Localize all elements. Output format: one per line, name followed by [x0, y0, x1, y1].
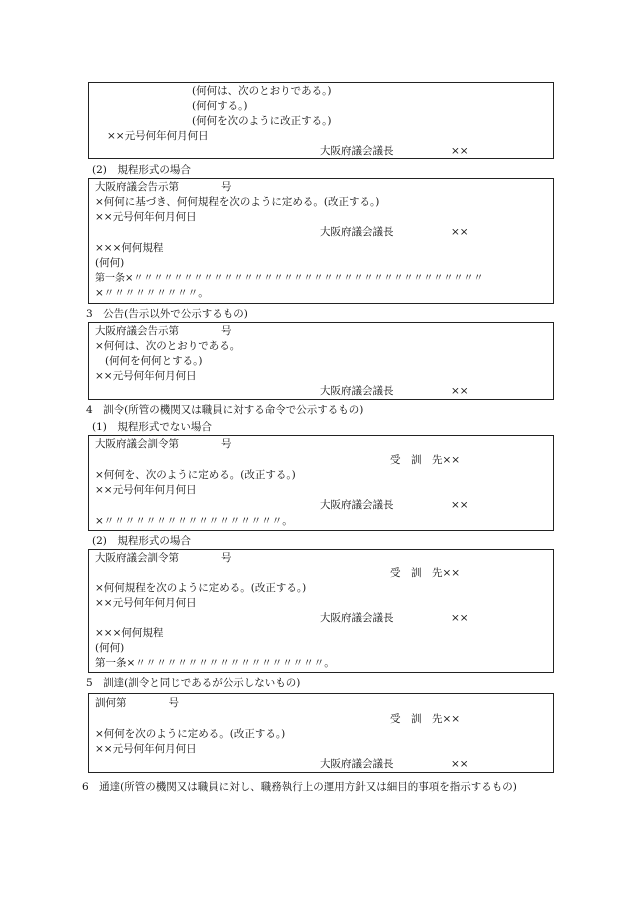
public-notice-box	[88, 322, 554, 400]
box5-signer: 大阪府議会議長	[320, 758, 394, 770]
box0-line1: (何何は、次のとおりである。)	[192, 85, 332, 97]
box5-recipient: 受 訓 先××	[390, 713, 461, 725]
box4-recipient: 受 訓 先××	[390, 567, 461, 579]
box0-xx: ××	[451, 145, 469, 157]
box3-xx: ××	[451, 499, 469, 511]
box2-signer: 大阪府議会議長	[320, 385, 394, 397]
example-box-top	[88, 82, 554, 159]
box2-line2: (何何を何何とする。)	[105, 355, 203, 367]
box4-paren: (何何)	[95, 642, 125, 654]
box0-signer: 大阪府議会議長	[320, 145, 394, 157]
box4-xx: ××	[451, 612, 469, 624]
box2-xx: ××	[451, 385, 469, 397]
box5-title: 訓何第 号	[95, 697, 179, 709]
heading-6-circular: 6 通達(所管の機関又は職員に対し、職務執行上の運用方針又は細目的事項を指示するもの)	[82, 781, 517, 793]
box4-signer: 大阪府議会議長	[320, 612, 394, 624]
instruction-box-2	[88, 549, 554, 673]
box4-title: 大阪府議会訓令第 号	[95, 552, 232, 564]
box3-date: ××元号何年何月何日	[95, 484, 197, 496]
heading-4-1-non-regulation: (1) 規程形式でない場合	[92, 421, 212, 433]
box1-date: ××元号何年何月何日	[95, 211, 197, 223]
box4-reg-title: ×××何何規程	[95, 627, 164, 639]
box1-paren: (何何)	[95, 257, 125, 269]
instruction-box-1	[88, 435, 554, 531]
box0-line2: (何何する。)	[192, 100, 248, 112]
heading-4-2-regulation: (2) 規程形式の場合	[92, 535, 191, 547]
box0-line3: (何何を次のように改正する。)	[192, 115, 332, 127]
box5-date: ××元号何年何月何日	[95, 743, 197, 755]
box1-reg-title: ×××何何規程	[95, 242, 164, 254]
box2-title: 大阪府議会告示第 号	[95, 325, 232, 337]
box5-line1: ×何何を次のように定める。(改正する。)	[95, 728, 286, 740]
heading-2-regulation: (2) 規程形式の場合	[92, 164, 191, 176]
heading-4-instruction: 4 訓令(所管の機関又は職員に対する命令で公示するもの)	[86, 404, 364, 416]
box2-date: ××元号何年何月何日	[95, 370, 197, 382]
box2-line1: ×何何は、次のとおりである。	[95, 340, 241, 352]
heading-3-public-notice: 3 公告(告示以外で公示するもの)	[86, 308, 248, 320]
box1-line1: ×何何に基づき、何何規程を次のように定める。(改正する。)	[95, 196, 380, 208]
box3-recipient: 受 訓 先××	[390, 454, 461, 466]
box3-title: 大阪府議会訓令第 号	[95, 438, 232, 450]
box1-xx: ××	[451, 226, 469, 238]
box4-date: ××元号何年何月何日	[95, 597, 197, 609]
box1-article-1-cont: ×〃〃〃〃〃〃〃〃〃。	[95, 287, 209, 299]
box1-title: 大阪府議会告示第 号	[95, 181, 232, 193]
box4-article-1: 第一条×〃〃〃〃〃〃〃〃〃〃〃〃〃〃〃〃〃〃。	[95, 657, 335, 669]
box1-article-1: 第一条×〃〃〃〃〃〃〃〃〃〃〃〃〃〃〃〃〃〃〃〃〃〃〃〃〃〃〃〃〃〃〃〃〃〃〃	[95, 273, 484, 284]
box3-signer: 大阪府議会議長	[320, 499, 394, 511]
notice-regulation-box	[88, 178, 554, 304]
box4-line1: ×何何規程を次のように定める。(改正する。)	[95, 582, 307, 594]
directive-box	[88, 693, 554, 773]
box1-signer: 大阪府議会議長	[320, 226, 394, 238]
box0-date: ××元号何年何月何日	[107, 130, 209, 142]
box5-xx: ××	[451, 758, 469, 770]
box3-body: ×〃〃〃〃〃〃〃〃〃〃〃〃〃〃〃〃〃。	[95, 515, 293, 527]
box3-line1: ×何何を、次のように定める。(改正する。)	[95, 469, 296, 481]
heading-5-directive: 5 訓達(訓令と同じであるが公示しないもの)	[86, 677, 301, 689]
